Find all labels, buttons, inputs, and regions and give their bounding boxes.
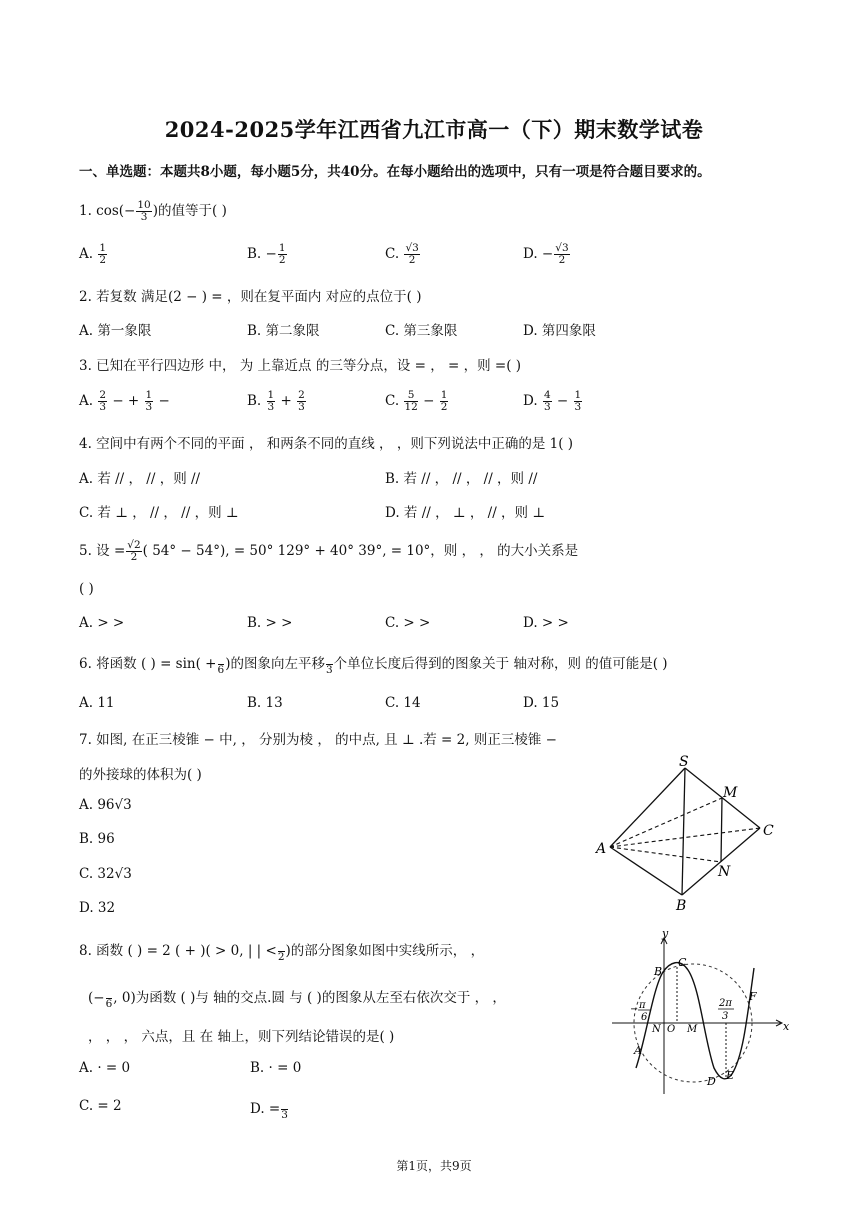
label-2pi-3-num: 2π bbox=[719, 998, 732, 1009]
question-3-option-d[interactable]: D. $\frac{4}{3}$ − $\frac{1}{3}$ bbox=[523, 389, 582, 413]
question-6-option-b[interactable]: B. 13 bbox=[247, 695, 283, 711]
label-neg-sign: − bbox=[630, 1004, 639, 1015]
label-n: N bbox=[718, 864, 731, 880]
question-1-stem: 1. cos(− $\frac{10}{3}$ )的值等于( ) bbox=[79, 199, 227, 223]
label-d: D bbox=[707, 1075, 716, 1088]
question-8-option-c[interactable]: C. = 2 bbox=[79, 1098, 122, 1114]
label-pi-6-den: 6 bbox=[641, 1012, 648, 1023]
question-3-stem: 3. 已知在平行四边形 中， 为 上靠近点 的三等分点，设 = ， = ，则 =( ) bbox=[79, 358, 522, 374]
page-footer: 第1页，共9页 bbox=[396, 1159, 472, 1173]
question-1-option-c[interactable]: C. $\frac{√3}{2}$ bbox=[385, 242, 419, 266]
question-6-option-c[interactable]: C. 14 bbox=[385, 695, 421, 711]
question-2-option-a[interactable]: A. 第一象限 bbox=[79, 323, 152, 339]
question-8-option-b[interactable]: B. · = 0 bbox=[250, 1060, 302, 1076]
label-a: A bbox=[596, 841, 607, 857]
label-f: F bbox=[749, 990, 757, 1003]
label-2pi-3-den: 3 bbox=[722, 1011, 729, 1022]
question-8-stem-line2: (− 6 , 0)为函数 ( )与 轴的交点.圆 与 ( )的图象从左至右依次交于 ， ， bbox=[88, 986, 506, 1010]
axis-x-label: x bbox=[783, 1020, 790, 1033]
question-4-option-c[interactable]: C. 若 ⊥ ， // ， // ，则 ⊥ bbox=[79, 505, 239, 521]
question-2-option-d[interactable]: D. 第四象限 bbox=[523, 323, 596, 339]
question-7-stem: 7. 如图, 在正三棱锥 − 中, ， 分别为棱 ， 的中点, 且 ⊥ .若 = 2, 则正三棱锥 − bbox=[79, 732, 557, 748]
label-m: M bbox=[687, 1024, 698, 1035]
question-7-option-a[interactable]: A. 96√3 bbox=[79, 797, 132, 813]
label-pi-6-num: π bbox=[639, 1000, 646, 1011]
question-8-option-a[interactable]: A. · = 0 bbox=[79, 1060, 131, 1076]
question-5-option-c[interactable]: C. > > bbox=[385, 615, 431, 631]
section-heading: 一、单选题：本题共8小题，每小题5分，共40分。在每小题给出的选项中，只有一项是符合题目要求的。 bbox=[79, 164, 711, 180]
question-4-option-a[interactable]: A. 若 // ， // ，则 // bbox=[79, 471, 201, 487]
label-o: O bbox=[667, 1024, 676, 1035]
question-2-option-c[interactable]: C. 第三象限 bbox=[385, 323, 458, 339]
label-b: B bbox=[654, 965, 663, 978]
question-8-stem-line3: ， ， ， 六点，且 在 轴上，则下列结论错误的是( ) bbox=[88, 1029, 395, 1045]
page-title: 2024-2025学年江西省九江市高一（下）期末数学试卷 bbox=[164, 117, 704, 142]
question-2-option-b[interactable]: B. 第二象限 bbox=[247, 323, 320, 339]
question-8-stem: 8. 函数 ( ) = 2 ( + )( > 0, | | < 2 )的部分图象如图中实线所示， ， bbox=[79, 939, 484, 963]
sine-circle-figure bbox=[608, 928, 794, 1098]
question-5-paren: ( ) bbox=[79, 581, 94, 597]
question-7-option-c[interactable]: C. 32√3 bbox=[79, 866, 132, 882]
question-5-option-b[interactable]: B. > > bbox=[247, 615, 293, 631]
label-c: C bbox=[678, 956, 687, 969]
question-1-option-d[interactable]: D. − $\frac{√3}{2}$ bbox=[523, 242, 569, 266]
label-s: S bbox=[679, 754, 689, 770]
question-4-option-d[interactable]: D. 若 // ， ⊥ ， // ，则 ⊥ bbox=[385, 505, 546, 521]
question-7-stem-line2: 的外接球的体积为( ) bbox=[79, 767, 202, 783]
question-5-option-d[interactable]: D. > > bbox=[523, 615, 569, 631]
pyramid-figure bbox=[590, 750, 790, 915]
question-7-option-b[interactable]: B. 96 bbox=[79, 831, 115, 847]
question-6-option-a[interactable]: A. 11 bbox=[79, 695, 115, 711]
question-1-option-a[interactable]: A. $\frac{1}{2}$ bbox=[79, 242, 107, 266]
question-3-option-c[interactable]: C. $\frac{5}{12}$ − $\frac{1}{2}$ bbox=[385, 389, 448, 413]
question-8-option-d[interactable]: D. = 3 bbox=[250, 1098, 289, 1121]
axis-y-label: y bbox=[662, 928, 669, 940]
label-b: B bbox=[676, 898, 687, 914]
question-5-option-a[interactable]: A. > > bbox=[79, 615, 125, 631]
question-4-option-b[interactable]: B. 若 // ， // ， // ，则 // bbox=[385, 471, 538, 487]
question-6-stem: 6. 将函数 ( ) = sin( + 6 )的图象向左平移 3 个单位长度后得到的图象关于 轴对称，则 的值可能是( ) bbox=[79, 652, 668, 676]
question-5-stem: 5. 设 = $\frac{√2}{2}$ ( 54° − 54°), = 50° 129° + 40° 39°, = 10°，则 ， ， 的大小关系是 bbox=[79, 539, 579, 563]
label-e: E bbox=[726, 1069, 735, 1082]
question-7-option-d[interactable]: D. 32 bbox=[79, 900, 116, 916]
question-3-option-a[interactable]: A. $\frac{2}{3}$ − + $\frac{1}{3}$ − bbox=[79, 389, 170, 413]
fraction: $\frac{10}{3}$ bbox=[137, 199, 151, 223]
question-3-option-b[interactable]: B. $\frac{1}{3}$ + $\frac{2}{3}$ bbox=[247, 389, 305, 413]
label-c: C bbox=[763, 823, 774, 839]
question-2-stem: 2. 若复数 满足(2 − ) = ，则在复平面内 对应的点位于( ) bbox=[79, 289, 422, 305]
label-m: M bbox=[723, 785, 738, 801]
question-6-option-d[interactable]: D. 15 bbox=[523, 695, 560, 711]
question-1-option-b[interactable]: B. − $\frac{1}{2}$ bbox=[247, 242, 286, 266]
label-n: N bbox=[652, 1024, 661, 1035]
question-4-stem: 4. 空间中有两个不同的平面 ， 和两条不同的直线 ， ，则下列说法中正确的是 1( ) bbox=[79, 436, 574, 452]
label-a: A bbox=[634, 1044, 642, 1057]
